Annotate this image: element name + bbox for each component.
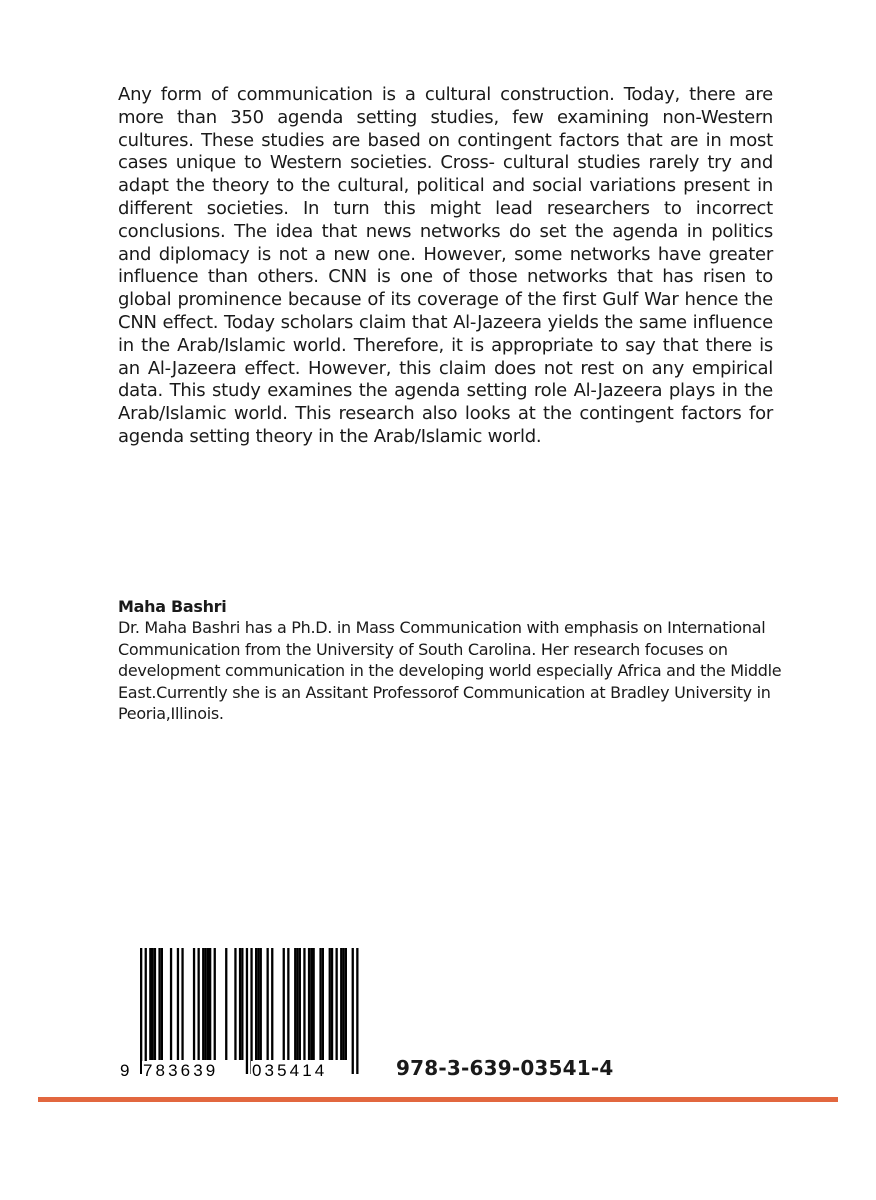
barcode-guard-bar — [356, 948, 358, 1074]
back-cover-abstract: Any form of communication is a cultural construction. Today, there are more than 350 agenda setting studies, few examining non-Western cultures. These studies are based on contingent factors that are in most cases unique to Western societies. Cross- cultural studies rarely try and adapt the theory to the cultural, political and social variations present in different societies. In turn this might lead researchers to incorrect conclusions. The idea that news networks do set the agenda in politics and diplomacy is not a new one. However, some networks have greater influence than others. CNN is one of those networks that has risen to global prominence because of its coverage of the first Gulf War hence the CNN effect. Today scholars claim that Al-Jazeera yields the same influence in the Arab/Islamic world. Therefore, it is appropriate to say that there is an Al-Jazeera effect. However, this claim does not rest on any empirical data. This study examines the agenda setting role Al-Jazeera plays in the Arab/Islamic world. This research also looks at the contingent factors for agenda setting theory in the Arab/Islamic world. — [118, 84, 773, 447]
barcode-bar — [177, 948, 179, 1060]
barcode-bar — [225, 948, 227, 1060]
barcode-bar — [313, 948, 315, 1060]
barcode-guard-bar — [145, 948, 147, 1074]
barcode-bar — [202, 948, 204, 1060]
barcode-bar — [271, 948, 273, 1060]
barcode-bar — [319, 948, 321, 1060]
isbn-barcode — [118, 948, 362, 1078]
barcode-bar — [149, 948, 151, 1060]
barcode-bar — [331, 948, 333, 1060]
barcode-bar — [204, 948, 206, 1060]
barcode-bar — [158, 948, 160, 1060]
barcode-guard-bar — [352, 948, 354, 1074]
author-name: Maha Bashri — [118, 597, 227, 616]
barcode-bar — [198, 948, 200, 1060]
barcode-bar — [322, 948, 324, 1060]
barcode-guard-bar — [250, 948, 252, 1074]
barcode-guard-bar — [246, 948, 248, 1074]
barcode-bar — [154, 948, 156, 1060]
barcode-bar — [170, 948, 172, 1060]
barcode-bar — [181, 948, 183, 1060]
author-bio: Dr. Maha Bashri has a Ph.D. in Mass Communication with emphasis on International Communication from the University of South Carolina. Her research focuses on development communication in the developing world especially Africa and the Middle East.Currently she is an Assitant Professorof Communication at Bradley University in Peoria,Illinois. — [118, 618, 782, 724]
barcode-bar — [209, 948, 211, 1060]
barcode-bar — [283, 948, 285, 1060]
barcode-bar — [207, 948, 209, 1060]
barcode-bar — [161, 948, 163, 1060]
barcode-bars — [118, 948, 362, 1078]
barcode-bar — [260, 948, 262, 1060]
barcode-bar — [342, 948, 344, 1060]
barcode-bar — [340, 948, 342, 1060]
barcode-bar — [287, 948, 289, 1060]
barcode-bar — [303, 948, 305, 1060]
barcode-bar — [296, 948, 298, 1060]
barcode-first-digit: 9 — [120, 1061, 130, 1080]
barcode-bar — [239, 948, 241, 1060]
barcode-bar — [310, 948, 312, 1060]
barcode-bar — [193, 948, 195, 1060]
barcode-bar — [267, 948, 269, 1060]
barcode-bar — [257, 948, 259, 1060]
barcode-bar — [255, 948, 257, 1060]
barcode-guard-bar — [140, 948, 142, 1074]
barcode-left-digits: 783639 — [143, 1061, 219, 1080]
barcode-bar — [294, 948, 296, 1060]
isbn-label: 978-3-639-03541-4 — [396, 1056, 614, 1080]
barcode-bar — [234, 948, 236, 1060]
barcode-bar — [152, 948, 154, 1060]
barcode-bar — [299, 948, 301, 1060]
barcode-bar — [214, 948, 216, 1060]
barcode-bar — [329, 948, 331, 1060]
author-section — [118, 596, 798, 725]
accent-divider — [38, 1097, 838, 1102]
barcode-right-digits: 035414 — [252, 1061, 328, 1080]
barcode-bar — [241, 948, 243, 1060]
barcode-bar — [345, 948, 347, 1060]
barcode-bar — [336, 948, 338, 1060]
barcode-bar — [308, 948, 310, 1060]
